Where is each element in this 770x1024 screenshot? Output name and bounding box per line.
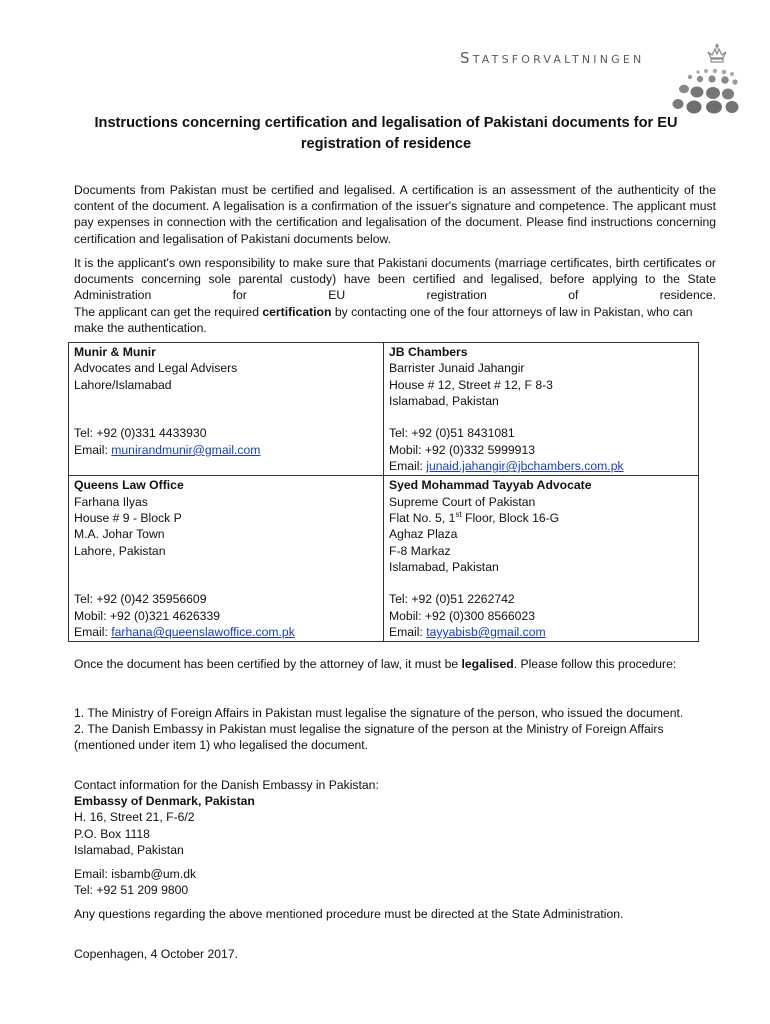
legalised-keyword: legalised — [461, 657, 514, 671]
certification-text-after: by contacting one of the four attorneys of law in Pakistan, who can make the authentication. — [74, 305, 693, 336]
attorney-mobil: Mobil: +92 (0)321 4626339 — [74, 608, 221, 623]
legalisation-steps — [74, 705, 716, 754]
attorney-line: Islamabad, Pakistan — [389, 393, 499, 408]
certification-keyword: certification — [262, 305, 332, 319]
statsforvaltningen-logo — [460, 40, 740, 115]
embassy-address-line: Islamabad, Pakistan — [74, 842, 184, 857]
step-item: 1. The Ministry of Foreign Affairs in Pakistan must legalise the signature of the person, who issued the document. — [74, 706, 684, 720]
document-title: Instructions concerning certification and legalisation of Pakistani documents for EU registration of residence — [94, 115, 678, 152]
embassy-tel: Tel: +92 51 209 9800 — [74, 883, 189, 898]
step-item: 2. The Danish Embassy in Pakistan must legalise the signature of the person at the Ministry of Foreign Affairs (mentioned under item 1) who legalised the document. — [74, 722, 664, 753]
attorney-email-link[interactable]: munirandmunir@gmail.com — [111, 442, 261, 457]
attorney-line: Lahore, Pakistan — [74, 543, 166, 558]
attorney-email-line — [389, 624, 693, 640]
certification-paragraph — [74, 304, 716, 336]
attorney-cell-tayyab — [384, 476, 699, 642]
embassy-contact — [74, 777, 716, 858]
attorney-cell-munir — [69, 343, 384, 476]
attorney-line: M.A. Johar Town — [74, 527, 165, 542]
attorney-line: Islamabad, Pakistan — [389, 559, 499, 574]
email-label: Email: — [389, 625, 427, 640]
attorney-line: Barrister Junaid Jahangir — [389, 361, 525, 376]
attorney-name: JB Chambers — [389, 345, 468, 359]
embassy-email: Email: isbamb@um.dk — [74, 867, 197, 881]
signoff: Copenhagen, 4 October 2017. — [74, 947, 238, 961]
attorney-line: Lahore/Islamabad — [74, 377, 172, 392]
attorney-line: House # 9 - Block P — [74, 510, 182, 525]
embassy-intro: Contact information for the Danish Embassy in Pakistan: — [74, 778, 379, 792]
attorney-email-link[interactable]: junaid.jahangir@jbchambers.com.pk — [426, 459, 624, 474]
attorney-email-link[interactable]: farhana@queenslawoffice.com.pk — [111, 625, 295, 640]
responsibility-text: It is the applicant's own responsibility to make sure that Pakistani documents (marriage certificates, birth certificates or documents concerning sole parental custody) have been certified and legalised, before applying to the State Administration for EU registration of residence. — [74, 256, 716, 303]
responsibility-paragraph — [74, 255, 716, 304]
attorney-address-line: Flat No. 5, 1st Floor, Block 16-G — [389, 509, 560, 525]
embassy-address-line: P.O. Box 1118 — [74, 826, 150, 841]
attorney-tel: Tel: +92 (0)51 2262742 — [389, 592, 515, 607]
attorney-mobil: Mobil: +92 (0)300 8566023 — [389, 608, 536, 623]
logo-text: Statsforvaltningen — [460, 49, 645, 67]
table-row — [69, 343, 699, 476]
attorney-email-line — [74, 624, 378, 640]
attorney-line: House # 12, Street # 12, F 8-3 — [389, 377, 553, 392]
attorney-tel: Tel: +92 (0)42 35956609 — [74, 592, 207, 607]
embassy-name: Embassy of Denmark, Pakistan — [74, 794, 255, 809]
embassy-address-line: H. 16, Street 21, F-6/2 — [74, 810, 195, 825]
table-row — [69, 476, 699, 642]
attorney-tel: Tel: +92 (0)51 8431081 — [389, 426, 515, 441]
certification-text-before: The applicant can get the required — [74, 305, 263, 319]
attorney-name: Syed Mohammad Tayyab Advocate — [389, 478, 592, 493]
attorney-cell-queens — [69, 476, 384, 642]
attorney-email-line — [74, 442, 378, 458]
attorney-line: Farhana Ilyas — [74, 494, 148, 509]
attorney-line: Supreme Court of Pakistan — [389, 494, 536, 509]
attorney-email-line — [389, 458, 693, 474]
attorney-name: Munir & Munir — [74, 345, 156, 359]
attorneys-table — [68, 342, 699, 642]
attorney-line: F-8 Markaz — [389, 543, 451, 558]
dot-cluster-logo — [670, 68, 740, 114]
attorney-cell-jb-chambers — [384, 343, 699, 476]
attorney-mobil: Mobil: +92 (0)332 5999913 — [389, 442, 536, 457]
attorney-email-link[interactable]: tayyabisb@gmail.com — [426, 625, 546, 640]
email-label: Email: — [389, 459, 427, 474]
email-label: Email: — [74, 625, 112, 640]
attorney-tel: Tel: +92 (0)331 4433930 — [74, 426, 207, 441]
email-label: Email: — [74, 442, 112, 457]
crown-icon — [705, 43, 729, 65]
embassy-email-tel — [74, 866, 716, 898]
questions-paragraph: Any questions regarding the above mentioned procedure must be directed at the State Administration. — [74, 907, 624, 921]
legalised-paragraph: Once the document has been certified by the attorney of law, it must be legalised. Please follow this procedure: — [74, 657, 677, 671]
attorney-line: Advocates and Legal Advisers — [74, 361, 238, 376]
attorney-name: Queens Law Office — [74, 478, 184, 493]
attorney-line: Aghaz Plaza — [389, 527, 458, 542]
intro-paragraph: Documents from Pakistan must be certified and legalised. A certification is an assessment of the authenticity of the content of the document. A legalisation is a confirmation of the issuer's signature and competence. The applicant must pay expenses in connection with the certification and legalisation of the document. Please find instructions concerning certification and legalisation of Pakistani documents below. — [74, 183, 716, 246]
